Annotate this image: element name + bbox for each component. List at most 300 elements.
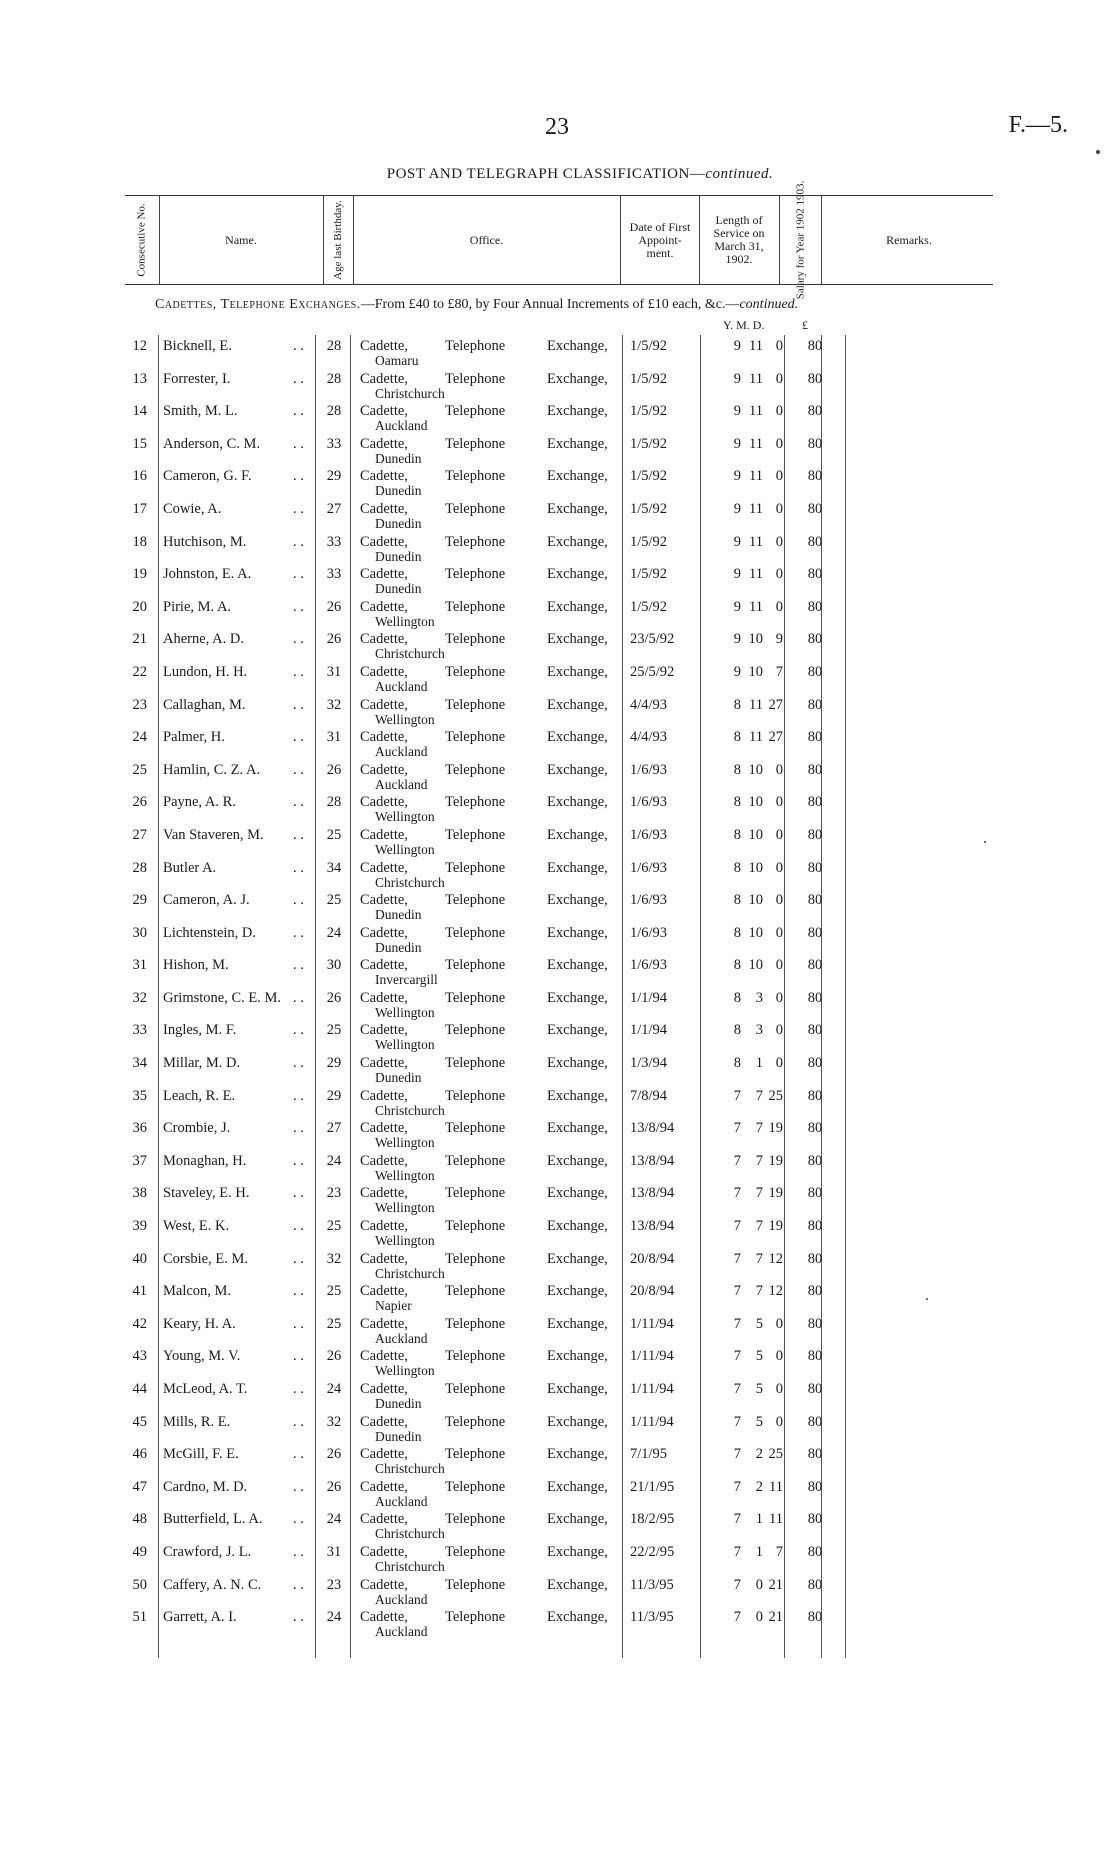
table-row [125, 857, 993, 890]
row-office-word-2: Telephone [445, 1381, 506, 1397]
row-office-word-1: Cadette, [360, 892, 408, 909]
row-date-first-appointment: 1/11/94 [630, 1315, 674, 1332]
ink-speck [926, 1298, 928, 1300]
table-row [125, 563, 993, 596]
row-salary: 80 [807, 598, 823, 615]
row-number: 20 [132, 598, 147, 615]
row-salary: 80 [807, 1413, 823, 1430]
row-salary: 80 [807, 403, 823, 420]
row-service-days: 9 [775, 631, 783, 648]
row-service-days: 0 [775, 500, 783, 517]
table-row [125, 1476, 993, 1509]
leader-dots: . . [293, 403, 304, 420]
row-date-first-appointment: 13/8/94 [630, 1218, 675, 1235]
leader-dots: . . [293, 1478, 304, 1495]
row-office-word-2: Telephone [445, 1283, 506, 1300]
row-name: Pirie, M. A. [163, 598, 232, 615]
row-office-word-1: Cadette, [360, 1022, 408, 1039]
row-office-word-2: Telephone [445, 957, 506, 974]
row-service-years: 9 [733, 403, 741, 420]
row-office-word-2: Telephone [445, 892, 506, 909]
row-age: 26 [326, 598, 342, 615]
row-office-word-1: Cadette, [360, 1478, 408, 1495]
staff-table [125, 335, 993, 1639]
row-age: 27 [326, 500, 342, 517]
row-service-days: 0 [775, 794, 783, 811]
row-age: 30 [326, 957, 342, 974]
row-date-first-appointment: 1/6/93 [630, 826, 668, 843]
row-office-word-1: Cadette, [360, 1511, 408, 1528]
row-salary: 80 [807, 892, 823, 909]
row-office-word-2: Telephone [445, 1543, 506, 1560]
row-number: 28 [132, 859, 147, 876]
row-service-years: 7 [733, 1120, 741, 1137]
row-service-years: 7 [733, 1413, 741, 1430]
row-name: Butterfield, L. A. [163, 1511, 263, 1528]
row-office-word-1: Cadette, [360, 1120, 408, 1137]
row-age: 28 [326, 338, 342, 354]
row-service-months: 3 [755, 1022, 763, 1039]
row-office-word-1: Cadette, [360, 761, 408, 778]
table-row [125, 1378, 993, 1411]
page-title-main: POST AND TELEGRAPH CLASSIFICATION— [386, 166, 706, 182]
row-age: 33 [326, 566, 342, 583]
row-office-town: Auckland [375, 1624, 428, 1640]
row-service-days: 0 [775, 370, 783, 387]
row-service-days: 0 [775, 1413, 783, 1430]
row-service-days: 19 [768, 1120, 783, 1137]
row-date-first-appointment: 1/11/94 [630, 1348, 674, 1365]
row-date-first-appointment: 1/5/92 [630, 598, 668, 615]
row-office-word-2: Telephone [445, 729, 506, 746]
page-title-continued: continued. [705, 166, 774, 182]
row-date-first-appointment: 1/5/92 [630, 468, 668, 485]
row-date-first-appointment: 1/5/92 [630, 370, 668, 387]
row-name: Lichtenstein, D. [163, 924, 257, 941]
row-service-days: 0 [775, 338, 783, 354]
row-service-years: 8 [733, 924, 741, 941]
leader-dots: . . [293, 1511, 304, 1528]
row-salary: 80 [807, 1120, 823, 1137]
row-date-first-appointment: 1/1/94 [630, 989, 668, 1006]
row-office-word-3: Exchange, [547, 533, 608, 550]
row-office-word-1: Cadette, [360, 435, 408, 452]
row-service-years: 7 [733, 1152, 741, 1169]
row-office-word-3: Exchange, [547, 1315, 608, 1332]
row-date-first-appointment: 1/5/92 [630, 566, 668, 583]
header-consecutive-no: Consecutive No. [136, 203, 149, 277]
row-office-town: Auckland [375, 1591, 428, 1607]
row-name: Keary, H. A. [163, 1315, 236, 1332]
row-salary: 80 [807, 338, 823, 354]
row-office-word-1: Cadette, [360, 663, 408, 680]
row-office-town: Dunedin [375, 1396, 422, 1411]
row-office-word-1: Cadette, [360, 500, 408, 517]
row-office-town: Wellington [375, 1363, 435, 1379]
row-office-town: Christchurch [375, 1265, 445, 1281]
table-row [125, 1052, 993, 1085]
row-date-first-appointment: 18/2/95 [630, 1511, 675, 1528]
leader-dots: . . [293, 794, 304, 811]
row-office-word-2: Telephone [445, 1446, 506, 1463]
row-number: 13 [132, 370, 147, 387]
row-service-months: 11 [749, 533, 763, 550]
row-office-word-2: Telephone [445, 468, 506, 485]
row-name: Caffery, A. N. C. [163, 1576, 262, 1593]
leader-dots: . . [293, 1381, 304, 1397]
row-office-word-3: Exchange, [547, 663, 608, 680]
row-age: 25 [326, 1283, 342, 1300]
leader-dots: . . [293, 859, 304, 876]
row-office-word-2: Telephone [445, 1348, 506, 1365]
row-date-first-appointment: 25/5/92 [630, 663, 675, 680]
row-age: 24 [326, 1609, 342, 1626]
row-office-word-1: Cadette, [360, 1250, 408, 1267]
row-age: 28 [326, 403, 342, 420]
row-name: Payne, A. R. [163, 794, 236, 811]
row-salary: 80 [807, 859, 823, 876]
row-office-word-3: Exchange, [547, 1348, 608, 1365]
row-office-word-2: Telephone [445, 1413, 506, 1430]
row-office-word-2: Telephone [445, 533, 506, 550]
row-service-days: 0 [775, 957, 783, 974]
row-salary: 80 [807, 370, 823, 387]
row-office-town: Oamaru [375, 353, 419, 368]
row-office-word-3: Exchange, [547, 1055, 608, 1072]
row-office-town: Wellington [375, 1135, 435, 1151]
row-service-months: 10 [748, 957, 763, 974]
row-office-word-1: Cadette, [360, 729, 408, 746]
table-row [125, 1150, 993, 1183]
row-office-town: Christchurch [375, 1526, 445, 1542]
row-name: Cardno, M. D. [163, 1478, 248, 1495]
row-salary: 80 [807, 1348, 823, 1365]
row-service-years: 8 [733, 794, 741, 811]
row-service-days: 11 [769, 1478, 783, 1495]
row-service-days: 0 [775, 1022, 783, 1039]
row-name: Corsbie, E. M. [163, 1250, 248, 1267]
row-office-town: Dunedin [375, 1428, 422, 1444]
table-row [125, 1606, 993, 1639]
row-office-word-1: Cadette, [360, 533, 408, 550]
row-age: 32 [326, 1250, 342, 1267]
row-service-months: 2 [755, 1446, 763, 1463]
row-office-word-3: Exchange, [547, 957, 608, 974]
row-service-years: 7 [733, 1381, 741, 1397]
row-number: 47 [132, 1478, 147, 1495]
row-name: Garrett, A. I. [163, 1609, 237, 1626]
row-service-months: 10 [748, 859, 763, 876]
row-date-first-appointment: 1/3/94 [630, 1055, 668, 1072]
row-service-months: 7 [755, 1152, 763, 1169]
row-office-word-2: Telephone [445, 435, 506, 452]
row-name: Ingles, M. F. [163, 1022, 237, 1039]
row-office-word-1: Cadette, [360, 1055, 408, 1072]
leader-dots: . . [293, 370, 304, 387]
row-service-years: 7 [733, 1087, 741, 1104]
row-service-years: 8 [733, 696, 741, 713]
row-office-word-2: Telephone [445, 1250, 506, 1267]
table-row [125, 368, 993, 401]
row-name: Anderson, C. M. [163, 435, 261, 452]
row-date-first-appointment: 4/4/93 [630, 729, 668, 746]
table-row [125, 889, 993, 922]
row-office-word-2: Telephone [445, 1609, 506, 1626]
row-office-word-1: Cadette, [360, 1381, 408, 1397]
table-row [125, 824, 993, 857]
row-service-months: 5 [755, 1381, 763, 1397]
row-office-word-3: Exchange, [547, 761, 608, 778]
row-service-months: 1 [755, 1511, 763, 1528]
row-number: 41 [132, 1283, 147, 1300]
row-date-first-appointment: 1/6/93 [630, 957, 668, 974]
row-service-months: 10 [748, 794, 763, 811]
row-number: 33 [132, 1022, 147, 1039]
row-service-days: 12 [768, 1283, 783, 1300]
row-service-years: 9 [733, 370, 741, 387]
row-office-town: Dunedin [375, 581, 422, 597]
row-age: 26 [326, 1478, 342, 1495]
row-date-first-appointment: 1/5/92 [630, 403, 668, 420]
row-number: 46 [132, 1446, 147, 1463]
row-date-first-appointment: 22/2/95 [630, 1543, 675, 1560]
table-row [125, 498, 993, 531]
row-office-town: Auckland [375, 1330, 428, 1346]
row-age: 31 [326, 729, 342, 746]
leader-dots: . . [293, 1218, 304, 1235]
table-row [125, 1411, 993, 1444]
row-service-days: 0 [775, 1381, 783, 1397]
row-service-years: 8 [733, 892, 741, 909]
row-number: 51 [132, 1609, 147, 1626]
row-age: 25 [326, 892, 342, 909]
row-service-days: 0 [775, 989, 783, 1006]
header-age: Age last Birthday. [332, 200, 345, 280]
row-number: 14 [132, 403, 147, 420]
row-service-months: 10 [748, 892, 763, 909]
row-name: Cameron, G. F. [163, 468, 252, 485]
row-name: Palmer, H. [163, 729, 225, 746]
row-office-word-3: Exchange, [547, 1250, 608, 1267]
row-office-town: Wellington [375, 1004, 435, 1020]
row-office-word-3: Exchange, [547, 370, 608, 387]
row-office-word-3: Exchange, [547, 338, 608, 354]
row-date-first-appointment: 1/11/94 [630, 1381, 674, 1397]
table-row [125, 465, 993, 498]
row-office-word-2: Telephone [445, 500, 506, 517]
row-office-word-1: Cadette, [360, 1348, 408, 1365]
row-age: 33 [326, 533, 342, 550]
row-service-days: 19 [768, 1152, 783, 1169]
row-name: Crawford, J. L. [163, 1543, 252, 1560]
ink-speck [984, 841, 986, 843]
row-salary: 80 [807, 1446, 823, 1463]
row-office-word-1: Cadette, [360, 468, 408, 485]
row-salary: 80 [807, 794, 823, 811]
row-service-months: 11 [749, 338, 763, 354]
table-row [125, 1280, 993, 1313]
row-service-months: 11 [749, 403, 763, 420]
row-office-word-2: Telephone [445, 696, 506, 713]
row-service-days: 25 [768, 1087, 783, 1104]
row-service-months: 7 [755, 1120, 763, 1137]
table-row [125, 1541, 993, 1574]
row-office-word-1: Cadette, [360, 1609, 408, 1626]
page-number: 23 [545, 114, 569, 140]
row-name: West, E. K. [163, 1218, 230, 1235]
row-office-word-1: Cadette, [360, 631, 408, 648]
row-service-months: 0 [755, 1609, 763, 1626]
row-name: Hamlin, C. Z. A. [163, 761, 261, 778]
row-office-word-2: Telephone [445, 1120, 506, 1137]
row-name: Staveley, E. H. [163, 1185, 250, 1202]
row-age: 32 [326, 696, 342, 713]
row-office-word-1: Cadette, [360, 1218, 408, 1235]
row-office-word-1: Cadette, [360, 1543, 408, 1560]
row-office-word-3: Exchange, [547, 794, 608, 811]
row-salary: 80 [807, 1152, 823, 1169]
row-office-word-2: Telephone [445, 598, 506, 615]
row-name: Cowie, A. [163, 500, 222, 517]
row-name: Hishon, M. [163, 957, 229, 974]
row-salary: 80 [807, 631, 823, 648]
leader-dots: . . [293, 663, 304, 680]
row-office-town: Wellington [375, 613, 435, 629]
row-office-word-3: Exchange, [547, 1609, 608, 1626]
row-name: Callaghan, M. [163, 696, 246, 713]
section-title-rest: —From £40 to £80, by Four Annual Increments of £10 each, &c.— [360, 297, 740, 312]
leader-dots: . . [293, 1315, 304, 1332]
row-office-town: Wellington [375, 1200, 435, 1216]
row-service-years: 7 [733, 1543, 741, 1560]
leader-dots: . . [293, 1185, 304, 1202]
row-service-years: 9 [733, 663, 741, 680]
row-service-months: 5 [755, 1315, 763, 1332]
row-office-word-2: Telephone [445, 1152, 506, 1169]
row-number: 40 [132, 1250, 147, 1267]
table-row [125, 335, 993, 368]
row-age: 29 [326, 468, 342, 485]
leader-dots: . . [293, 598, 304, 615]
row-office-word-2: Telephone [445, 631, 506, 648]
row-service-years: 9 [733, 566, 741, 583]
row-service-months: 3 [755, 989, 763, 1006]
leader-dots: . . [293, 533, 304, 550]
row-service-days: 21 [768, 1609, 783, 1626]
row-salary: 80 [807, 1055, 823, 1072]
row-number: 23 [132, 696, 147, 713]
row-office-town: Dunedin [375, 450, 422, 466]
row-office-word-1: Cadette, [360, 370, 408, 387]
leader-dots: . . [293, 1022, 304, 1039]
leader-dots: . . [293, 761, 304, 778]
table-row [125, 1443, 993, 1476]
row-age: 27 [326, 1120, 342, 1137]
row-service-days: 0 [775, 533, 783, 550]
row-salary: 80 [807, 1087, 823, 1104]
row-service-months: 10 [748, 631, 763, 648]
leader-dots: . . [293, 696, 304, 713]
row-date-first-appointment: 1/5/92 [630, 338, 668, 354]
row-service-years: 7 [733, 1478, 741, 1495]
row-age: 31 [326, 1543, 342, 1560]
row-office-town: Dunedin [375, 548, 422, 564]
table-row [125, 433, 993, 466]
table-row [125, 1248, 993, 1281]
row-date-first-appointment: 1/6/93 [630, 924, 668, 941]
table-row [125, 628, 993, 661]
row-office-word-1: Cadette, [360, 924, 408, 941]
row-salary: 80 [807, 468, 823, 485]
row-salary: 80 [807, 729, 823, 746]
row-number: 34 [132, 1055, 147, 1072]
table-row [125, 759, 993, 792]
row-age: 24 [326, 924, 342, 941]
row-service-months: 10 [748, 826, 763, 843]
row-age: 29 [326, 1055, 342, 1072]
row-name: Leach, R. E. [163, 1087, 236, 1104]
row-office-word-3: Exchange, [547, 1087, 608, 1104]
row-service-days: 11 [769, 1511, 783, 1528]
row-office-word-3: Exchange, [547, 1185, 608, 1202]
row-office-town: Dunedin [375, 907, 422, 923]
row-age: 32 [326, 1413, 342, 1430]
row-service-months: 11 [749, 696, 763, 713]
row-salary: 80 [807, 1185, 823, 1202]
table-row [125, 661, 993, 694]
row-office-word-2: Telephone [445, 924, 506, 941]
row-salary: 80 [807, 1218, 823, 1235]
header-name: Name. [225, 232, 257, 247]
row-office-word-2: Telephone [445, 1315, 506, 1332]
row-service-years: 8 [733, 1022, 741, 1039]
row-service-months: 5 [755, 1413, 763, 1430]
row-date-first-appointment: 1/5/92 [630, 500, 668, 517]
row-office-word-3: Exchange, [547, 435, 608, 452]
row-office-town: Wellington [375, 841, 435, 857]
row-office-word-1: Cadette, [360, 403, 408, 420]
row-number: 25 [132, 761, 147, 778]
row-office-town: Auckland [375, 1493, 428, 1509]
row-name: Hutchison, M. [163, 533, 247, 550]
row-service-years: 9 [733, 500, 741, 517]
row-name: Mills, R. E. [163, 1413, 231, 1430]
row-age: 25 [326, 1315, 342, 1332]
table-row [125, 1345, 993, 1378]
row-office-word-2: Telephone [445, 663, 506, 680]
row-service-days: 0 [775, 761, 783, 778]
table-row [125, 1574, 993, 1607]
leader-dots: . . [293, 892, 304, 909]
row-office-word-2: Telephone [445, 1478, 506, 1495]
table-row [125, 1215, 993, 1248]
table-row [125, 791, 993, 824]
row-name: Bicknell, E. [163, 338, 232, 354]
row-age: 23 [326, 1576, 342, 1593]
leader-dots: . . [293, 1543, 304, 1560]
table-row [125, 1085, 993, 1118]
row-office-word-1: Cadette, [360, 1413, 408, 1430]
row-office-word-1: Cadette, [360, 338, 408, 354]
row-office-word-1: Cadette, [360, 566, 408, 583]
row-service-years: 7 [733, 1185, 741, 1202]
row-office-word-2: Telephone [445, 1576, 506, 1593]
document-reference: F.—5. [1008, 112, 1068, 138]
row-office-word-3: Exchange, [547, 1446, 608, 1463]
row-salary: 80 [807, 500, 823, 517]
row-office-town: Auckland [375, 776, 428, 792]
row-office-word-3: Exchange, [547, 631, 608, 648]
